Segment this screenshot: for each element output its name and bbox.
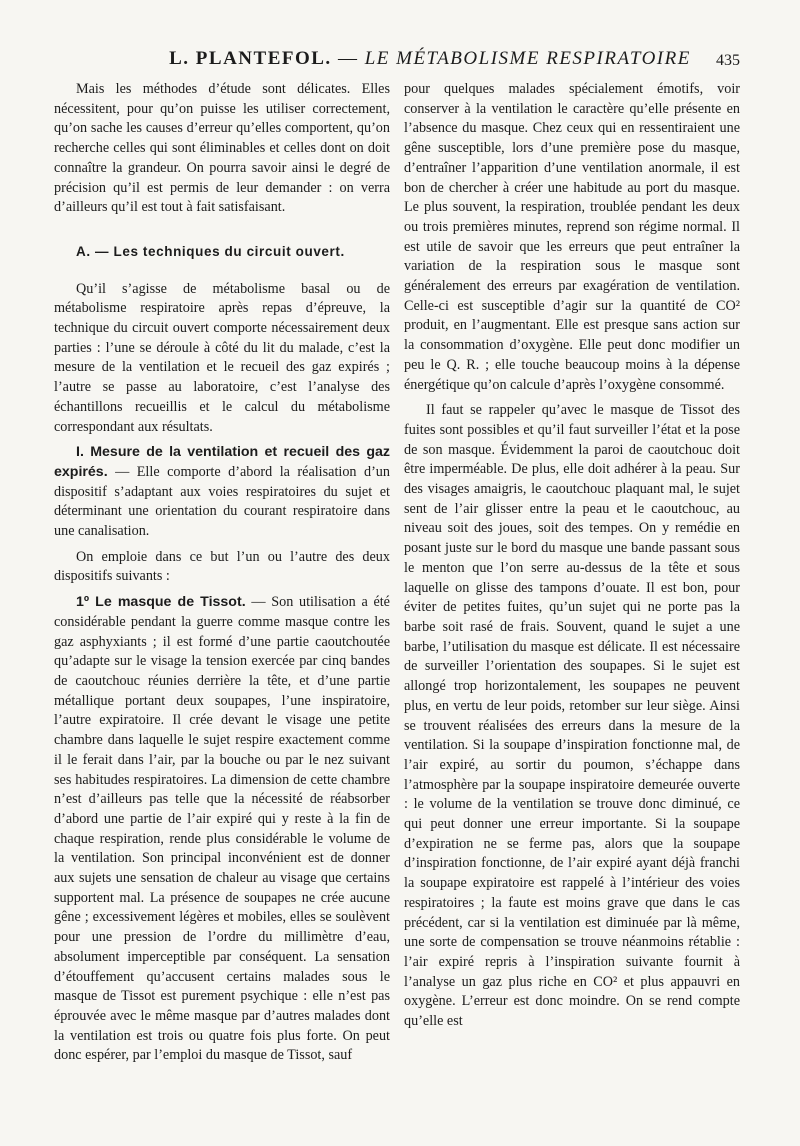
header-dash: — [331, 48, 365, 69]
running-header [60, 48, 740, 78]
left-column [54, 80, 390, 1066]
section-heading: A. — Les techniques du circuit ouvert. [76, 243, 345, 259]
paragraph: Mais les méthodes d’étude sont délicates. Elles nécessitent, pour qu’on puisse les utiliser correctement, qu’on sache les causes d’erreur qu’elles comportent, qu’on recherche celles qui sont éliminables et celles dont on doit connaître la grandeur. On pourra savoir ainsi le degré de précision qu’il est permis de leur demander : on verra d’ailleurs qu’il est tout à fait satisfaisant. [54, 81, 390, 216]
paragraph-with-heading [54, 593, 390, 1066]
header-title: LE MÉTABOLISME RESPIRATOIRE [364, 48, 691, 69]
paragraph: On emploie dans ce but l’un ou l’autre des deux dispositifs suivants : [54, 548, 390, 585]
header-author: L. PLANTEFOL. [169, 48, 332, 69]
paragraph-with-heading [54, 443, 390, 542]
inline-heading: I. Mesure de la ventilation et recueil des gaz expirés. [54, 444, 390, 480]
inline-heading: 1º Le masque de Tissot. [76, 594, 246, 611]
paragraph: Il faut se rappeler qu’avec le masque de Tissot des fuites sont possibles et qu’il faut surveiller l’état et la pose de son masque. Évidemment la paroi de caoutchouc doit être imperméable. De plus, elle doit adhérer à la peau. Sur des visages amaigris, le caoutchouc plaquant mal, le sujet sent de l’air glisser entre la peau et le caoutchouc, au niveau soit des joues, soit des tempes. On y remédie en posant juste sur le bord du masque une bande passant sous le menton que l’on serre au-dessus de la tête et sous laquelle on glisse des tampons d’ouate. Il est bon, pour éviter de petites fuites, qu’un sujet qui ne porte pas la barbe soit rasé de frais. Souvent, quand le sujet a une barbe, l’utilisation du masque est délicate. Il est nécessaire de surveiller l’orientation des soupapes. Si le sujet est allongé trop horizontalement, les soupapes ne peuvent plus, en vertu de leur poids, retomber sur leur siège. Ainsi se trouvent réalisées des erreurs dans la mesure de la ventilation. Si la soupape d’inspiration fonctionne mal, de l’air expiré, au sortir du poumon, s’échappe dans l’atmosphère par la soupape inspiratoire demeurée ouverte : le volume de la ventilation se trouve donc diminué, ce qui peut donner une erreur importante. Si la soupape d’expiration ne se ferme pas, alors que la soupape d’inspiration fonctionne, de l’air expiré ayant déjà franchi la soupape expiratoire est rappelé à l’intérieur des voies respiratoires ; la faute est moins grave que dans le cas précédent, car si la ventilation est diminuée par là même, une sorte de compensation se trouve néanmoins rétablie : l’air expiré repris à l’inspiration suivante fournit à l’analyse un gaz plus riche en CO² et plus appauvri en oxygène. L’erreur est donc moindre. On se rend compte qu’elle est [404, 402, 740, 1030]
paragraph-text: — Elle comporte d’abord la réalisation d’un dispositif s’adaptant aux voies respiratoires du sujet et déterminant une orientation du courant respiratoire dans une canalisation. [54, 463, 390, 540]
paragraph-text: — Son utilisation a été considérable pendant la guerre comme masque contre les gaz asphyxiants ; il est formé d’une partie caoutchoutée qu’adapte sur le visage la tension exercée par cinq bandes de caoutchouc réunies derrière la tête, et d’une partie métallique portant deux soupapes, l’une inspiratoire, l’autre expiratoire. Il crée devant le visage une petite chambre dans laquelle le sujet respire exactement comme il le ferait dans l’air, par la bouche ou par le nez suivant ses habitudes respiratoires. La dimension de cette chambre n’est d’ailleurs pas telle que la nécessité de réabsorber d’abord une partie de l’air expiré qui y reste à la fin de chaque respiration, rende plus considérable le volume de la ventilation. Son principal inconvénient est de donner aux sujets une sensation de chaleur au visage que certains supportent mal. La présence de soupapes ne crée aucune gêne ; excessivement légères et mobiles, elles se soulèvent pour une pression de l’ordre du millimètre d’eau, absolument imperceptible par conséquent. La sensation d’étouffement qu’accusent certains malades sous le masque de Tissot est purement psychique : elle n’est pas éprouvée avec le même masque par d’autres malades dont la ventilation est trois ou quatre fois plus forte. On peut donc espérer, par l’emploi du masque de Tissot, sauf [54, 594, 390, 1064]
paragraph: pour quelques malades spécialement émotifs, voir conserver à la ventilation le caractère qu’elle présente en l’absence du masque. Chez ceux qui en ressentiraient une gêne susceptible, lors d’une première pose du masque, d’entraîner l’apparition d’une ventilation anormale, il est bon de chercher à créer une habitude au port du masque. Le plus souvent, la respiration, troublée pendant les deux ou trois premières minutes, reprend son régime normal. Il est utile de savoir que les erreurs que peut entraîner la variation de la respiration sous le masque sont généralement des erreurs par exagération de ventilation. Celle-ci est susceptible d’agir sur la quantité de CO² produit, en l’augmentant. Elle est presque sans action sur la consommation d’oxygène. Elle peut donc modifier un peu le Q. R. ; elle touche beaucoup moins à la dépense énergétique qu’on calcule d’après l’oxygène consommé. [404, 81, 740, 393]
running-head [160, 48, 700, 70]
right-column [404, 80, 740, 1032]
page-number: 435 [716, 52, 740, 69]
paragraph: Qu’il s’agisse de métabolisme basal ou de métabolisme respiratoire après repas d’épreuve, la technique du circuit ouvert comporte nécessairement deux parties : l’une se déroule à côté du lit du malade, c’est la mesure de la ventilation et le recueil des gaz expirés ; l’autre se passe au laboratoire, c’est l’analyse des échantillons recueillis et le calcul du métabolisme correspondant aux résultats. [54, 280, 390, 435]
